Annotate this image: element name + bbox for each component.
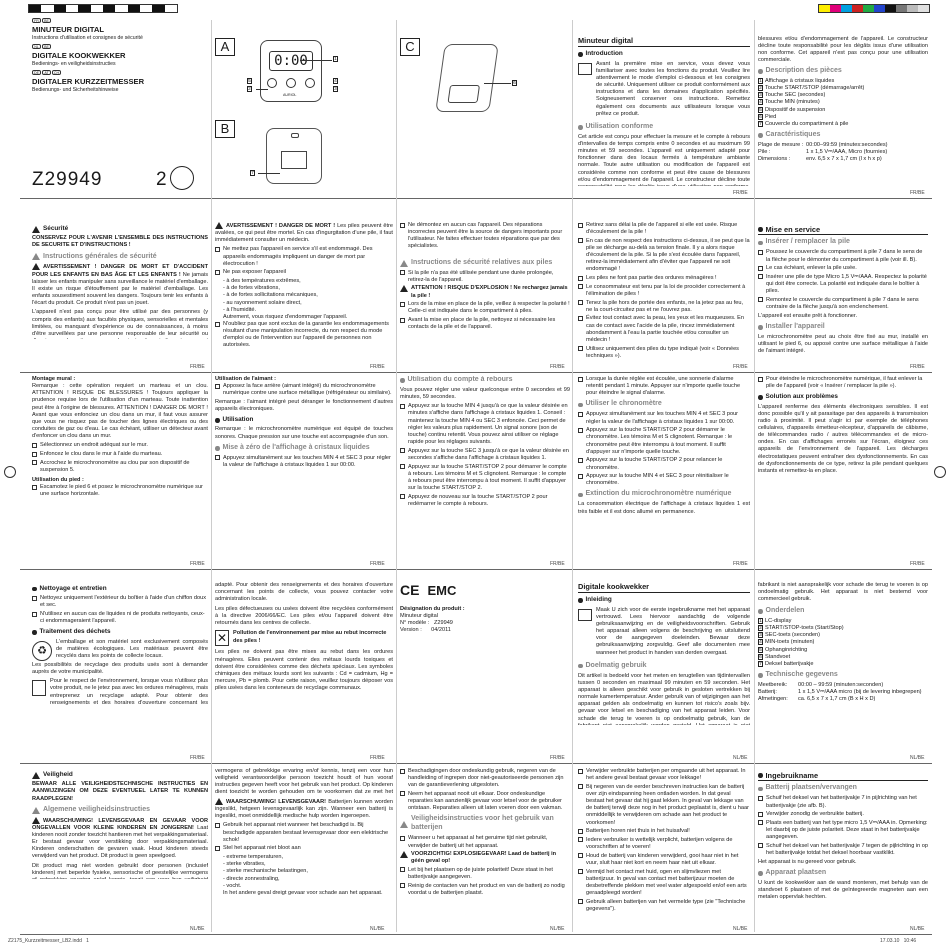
fr-install-text: Le microchronomètre peut au choix être fixé au mur, installé en utilisant le pied 6, ou apposé contre une surface métallique à l'aide de l'aimant intégré. — [758, 333, 928, 355]
row-footer: NL/BE — [910, 755, 925, 761]
row-divider — [20, 372, 932, 373]
crossed-bin-icon: ✕ — [216, 631, 228, 646]
fr-reset-heading: Mise à zéro de l'affichage à cristaux liquides — [215, 444, 393, 453]
list-item: Gebruik alleen batterijen van het vermelde type (zie "Technische gegevens"). — [578, 899, 750, 913]
min-button-icon — [305, 78, 315, 88]
list-item: Enfoncez le clou dans le mur à l'aide du marteau. — [32, 451, 208, 458]
cover-titles — [32, 18, 208, 138]
fr-use-text: Cet article est conçu pour effectuer la mesure et le compte à rebours d'intervalles de temps compris entre 0 secondes et au maximum 99 minutes et 59 secondes. L'appareil est uniquement adapté pour fonctionner dans des locaux fermés à température ambiante normale. Toute autre utilisation ou modification de l'appareil est considérée comme non conforme et peut être cause de blessures et/ou d'endommagement de l'appareil. Le constructeur décline toute — [578, 133, 750, 183]
fr-battery-column-2 — [578, 222, 750, 370]
column-divider — [211, 20, 212, 932]
list-item: Avant la mise en place de la pile, nettoyez si nécessaire les contacts de la pile et de l'appareil. — [400, 317, 570, 331]
fr-waste-text-1: L'emballage et son matériel sont exclusivement composés de matières écologiques. Les matériaux peuvent être recyclés dans les points de collecte locaux. — [56, 638, 208, 659]
nl-battery-column — [400, 768, 570, 932]
fr-safety-column-2 — [215, 222, 393, 370]
cover-subtitle-fr: Instructions d'utilisation et consignes de sécurité — [32, 34, 143, 41]
callout-1: 1 — [334, 57, 337, 62]
decl-line: Minuteur digital — [400, 613, 438, 620]
nl-parts-column — [758, 582, 928, 760]
row-footer: FR/BE — [190, 755, 205, 761]
cover-title-nl: DIGITALE KOOKWEKKER — [32, 51, 126, 61]
list-item: Appuyez sur la touche SEC 3 jusqu'à ce que la valeur désirée en secondes s'affiche dans l'affichage à cristaux liquides 1. — [400, 448, 570, 462]
callout-7: 7 — [251, 171, 254, 176]
nl-parts-heading: Onderdelen — [758, 607, 928, 616]
part-item: 6 Pied — [759, 113, 777, 120]
start-stop-button-icon — [267, 78, 277, 88]
fr-parts-heading: Description des pièces — [758, 67, 928, 76]
fr-magnet-heading: Utilisation de l'aimant : — [215, 376, 277, 382]
list-item: Reinig de contacten van het product en van de batterij zo nodig voordat u de batterijen plaatst. — [400, 883, 570, 897]
fr-wall-text: Remarque : cette opération requiert un marteau et un clou. ATTENTION ! RISQUE DE BLESSURES ! Toujours appliquer la prudence requise lors de l'utilisation d'un marteau. Toute inattention peut être à l'origine de blessures. ATTENTION ! DANGER DE MORT ! Avant que vous enfonciez un clou dans un mur, il faut vous assurer que vous ne risquez pas de toucher des lignes électriques ou des conduites de gaz ou d'eau. Le cas échéant, utiliser un détecteur avant d'enfoncer un clou dans un mur. — [32, 383, 208, 440]
nl-general-heading: Algemene veiligheidsinstructies — [32, 806, 208, 815]
list-item: VOORZICHTIG! EXPLOSIEGEVAAR! Laad de batterij in géén geval op! — [400, 851, 570, 865]
list-item: Iedere verbruiker is wettelijk verplicht, batterijen volgens de voorschriften af te voeren! — [578, 837, 750, 851]
fr-warning-2: AVERTISSEMENT ! DANGER DE MORT ! Les piles peuvent être avalées, ce qui peut être mortel. En cas d'ingurgitation d'une pile, il faut immédiatement consulter un médecin. — [215, 222, 393, 244]
part-item: 3 Touche SEC (secondes) — [759, 92, 826, 99]
fr-clean-heading: Nettoyage et entretien — [32, 585, 208, 593]
fr-intro-heading: Introduction — [578, 50, 750, 58]
page-number: 2 — [156, 169, 167, 190]
callout-5: 5 — [248, 79, 251, 84]
list-item: - sterke mechanische belastingen, — [223, 868, 308, 875]
list-item: Neem het apparaat nooit uit elkaar. Door ondeskundige reparaties kan aanzienlijk gevaar voor letsel voor de gebruiker ontstaan. Reparaties alleen uit laten voeren door een vakman. — [400, 791, 570, 812]
fr-waste-column-2 — [215, 582, 393, 760]
color-swatch — [918, 5, 929, 12]
color-swatch — [852, 5, 863, 12]
list-item: Apposez la face arrière (aimant intégré) du microchronomètre numérique contre une surface métallique (réfrigérateur ou similaire). — [215, 383, 393, 397]
fr-battery-heading: Instructions de sécurité relatives aux piles — [400, 259, 570, 268]
list-item: Remontez le couvercle du compartiment à pile 7 dans le sens contraire de la flèche jusqu'à son enclenchement. — [758, 297, 928, 311]
fr-insert-heading: Insérer / remplacer la pile — [758, 238, 928, 247]
color-swatch — [863, 5, 874, 12]
part-item: 3 SEC-toets (seconden) — [759, 632, 821, 639]
part-item: 2 START/STOP-toets (Start/Stop) — [759, 625, 844, 632]
list-item: Lors de la mise en place de la pile, veillez à respecter la polarité ! Celle-ci est indiquée dans le compartiment à piles. — [400, 301, 570, 315]
list-item: Bij negeren van de eerder beschreven instructies kan de batterij over zijn eindspanning heen ontladen worden. In dat geval bestaat het gevaar dat hij gaat lekken. In geval van lekkage van de batterij terwijl deze nog in het product geplaatst is, dient u haar onmiddellijk te verwijderen om schade aan het product te voorkomen! — [578, 784, 750, 827]
nl-safety-column-2 — [215, 768, 393, 932]
figure-c-label: C — [400, 38, 420, 56]
file-info: Z2175_Kurzzeitmesser_LB2.indd 1 — [8, 938, 89, 944]
color-swatch — [66, 5, 78, 12]
fr-pollution-warning: Pollution de l'environnement par mise au rebut incorrecte des piles ! — [233, 630, 387, 644]
list-item: - à de fortes vibrations, — [223, 285, 280, 292]
nl-safety-heading: Veiligheid — [32, 771, 208, 779]
color-swatch — [152, 5, 164, 12]
nl-warning-2: WAARSCHUWING! LEVENSGEVAAR! Batterijen kunnen worden ingeslikt, hetgeen levensgevaarlijk kan zijn. Wanneer een batterij is ingeslikt, moet onmiddellijk medische hulp worden ingeroepen. — [215, 798, 393, 820]
fr-wall-column — [32, 376, 208, 566]
fr-waste-text-5: Les piles ne doivent pas être mises au rebut dans les ordures ménagères. Elles peuvent contenir des métaux lourds toxiques et doivent être considérées comme des déchets spéciaux. Les symboles chimiques des métaux lourds sont les suivants : Cd = cadmium, Hg = mercure, Pb = plomb. Pour cette raison, veuillez toujours déposer vos piles usées dans les conteneurs de recyclage communaux. — [215, 649, 393, 692]
color-swatch — [103, 5, 115, 12]
list-item: Gebruik het apparaat niet wanneer het beschadigd is. Bij beschadigde apparaten bestaat levensgevaar door een elektrische schok! — [215, 822, 393, 843]
fr-intro-text: Avant la première mise en service, vous devez vous familiariser avec toutes les fonctions du produit. Veuillez lire attentivement le mode d'emploi ci-dessous et les consignes de sécurité. Uniquement utiliser ce produit conformément aux instructions et dans les domaines d'application spécifiés. Soigneusement conserver ces instructions. Remettez également ces documents aux utilisateurs lorsque vous prêtez ce produit. — [596, 60, 750, 117]
list-item: Appuyez sur la touche START/STOP 2 pour démarrer le chronomètre. Les témoins M et S clignotent. Remarque : le chronomètre peut être interrompu à tout moment. Il suffit d'appuyer sur n'importe quelle touche. — [578, 427, 750, 456]
row-divider — [20, 569, 932, 570]
color-swatch — [819, 5, 830, 12]
list-item: Escamotez le pied 6 et posez le microchronomètre numérique sur une surface horizontale. — [32, 484, 208, 498]
callout-2: 2 — [248, 87, 251, 92]
part-item: 5 Dispositif de suspension — [759, 106, 826, 113]
fr-safety-p2: L'appareil n'est pas conçu pour être utilisé par des personnes (y compris des enfants) aux facultés physiques, sensorielles et mentales limitées, ou manquant d'expérience ou de connaissances, à moins d'être surveillées par une personne responsable de leur sécurité ou — [32, 309, 208, 337]
color-swatch — [841, 5, 852, 12]
nl-battery-heading: Veiligheidsinstructies voor het gebruik van batterijen — [400, 815, 570, 833]
list-item: Poussez le couvercle du compartiment à pile 7 dans le sens de la flèche pour le démonter du compartiment à pile (voir ill. B). — [758, 249, 928, 263]
fr-waste-text-4: Les piles défectueuses ou usées doivent être recyclées conformément à la directive 2006/66/EC. Les piles et/ou l'appareil doivent être retournés dans les centres de collecte. — [215, 606, 393, 627]
nl-start-title: Ingebruikname — [758, 771, 928, 781]
fr-waste-text-2: Les possibilités de recyclage des produits usés sont à demander auprès de votre municipalité. — [32, 661, 208, 676]
callout-line — [300, 60, 332, 61]
row-footer: NL/BE — [910, 926, 925, 932]
book-icon — [578, 63, 592, 75]
ce-mark: CE — [400, 582, 420, 598]
fr-chrono-heading: Utiliser le chronomètre — [578, 400, 750, 409]
fr-manual-title: Minuteur digital — [578, 36, 750, 47]
row-footer: FR/BE — [910, 190, 925, 196]
row-footer: NL/BE — [370, 926, 385, 932]
color-swatch — [140, 5, 152, 12]
fr-trouble-column — [758, 376, 928, 566]
nl-use-text: Dit artikel is bedoeld voor het meten en terugtellen van tijdintervallen tussen 0 seconden en maximaal 99 minuten en 59 seconden. Het apparaat is alleen geschikt voor gebruik in gesloten vertrekken bij normale kamertemperatuur. Ander gebruik van of wijzigingen aan het apparaat gelden als ondoelmatig en kunnen tot risico's zoals bijv. gevaar voor letsel en beschadiging van het apparaat leiden. Voor schade die terug te voeren is op ondoelmatig gebruik, kan de — [578, 672, 750, 722]
list-item: In het andere geval dreigt gevaar voor schade aan het apparaat. — [223, 889, 383, 896]
list-item: - à de fortes sollicitations mécaniques, — [223, 292, 318, 299]
part-item: 7 Couvercle du compartiment à pile — [759, 120, 849, 127]
row-footer: NL/BE — [190, 926, 205, 932]
fr-usage-note: Remarque : le microchronomètre numérique est équipé de touches sonores. Chaque pression sur une touche est accompagnée d'un son. — [215, 426, 393, 440]
timer-front-illustration — [260, 40, 322, 102]
color-swatch — [41, 5, 53, 12]
row-footer: NL/BE — [733, 755, 748, 761]
list-item: Sélectionnez un endroit adéquat sur le mur. — [32, 442, 208, 449]
list-item: Lorsque la durée réglée est écoulée, une sonnerie d'alarme retentit pendant 1 minute. Appuyer sur n'importe quelle touche pour éteindre le signal d'alarme. — [578, 376, 750, 397]
figure-b-label: B — [215, 120, 235, 138]
nl-manual-title: Digitale kookwekker — [578, 582, 750, 593]
nl-intro-text: Maak U zich voor de eerste ingebruikname met het apparaat vertrouwd. Lees hiervoor aandachtig de volgende gebruiksaanwijzing en de veiligheidsvoorschriften. Gebruik het apparaat alleen volgens de beschrijving en uitsluitend voor de aangegeven doeleinden. Bewaar deze gebruiksaanwijzing zorgvuldig. Geef alle documenten mee wanneer het product in handen van derden overgaat. — [596, 606, 750, 656]
list-item: - directe zonnestraling, — [223, 875, 280, 882]
registration-mark-icon — [4, 466, 16, 478]
hanger-icon — [291, 133, 299, 138]
lang-flags: NL BE — [32, 44, 208, 51]
list-item: Stel het apparaat niet bloot aan — [215, 845, 393, 852]
timer-side-illustration — [435, 44, 499, 112]
cover-title-fr: MINUTEUR DIGITAL — [32, 25, 104, 35]
list-item: Houd de batterij van kinderen verwijderd, gooi haar niet in het vuur, sluit haar niet kort en neem haar niet uit elkaar. — [578, 853, 750, 867]
spec-row: Afmetingen: ca. 6,5 x 7 x 1,7 cm (B x H x D) — [758, 696, 876, 703]
list-item: Verwijder verbruikte batterijen per omgaande uit het apparaat. In het andere geval bestaat gevaar voor lekkage! — [578, 768, 750, 782]
fr-battery-column — [400, 222, 570, 370]
list-item: Let bij het plaatsen op de juiste polariteit! Deze staat in het batterijvakje aangegeven. — [400, 867, 570, 881]
callout-6: 6 — [513, 81, 516, 86]
list-item: En cas de non respect des instructions ci-dessus, il se peut que la pile se décharge au-delà sa tension finale. Il y a alors risque d'écoulement de la pile. Si la pile s'est écoulée dans l'appareil, retirez-la immédiatement afin d'éviter que l'appareil ne soit endommagé ! — [578, 238, 750, 274]
list-item: Schuif het deksel van het batterijvakje 7 in pijlrichting van het batterijvakje (zie afb. B). — [758, 795, 928, 809]
list-item: Ne pas exposer l'appareil — [215, 269, 393, 276]
list-item: Si la pile n'a pas été utilisée pendant une durée prolongée, retirez-la de l'appareil. — [400, 270, 570, 284]
print-stamp: 17.03.10 10:46 — [880, 938, 917, 944]
column-divider — [572, 20, 573, 932]
fr-safety-heading: Sécurité — [32, 225, 208, 233]
fr-intro-column — [578, 36, 750, 196]
spec-row: Pile : 1 x 1,5 V⎓/AAA, Micro (fournies) — [758, 149, 888, 156]
lang-flags: DE AT CH — [34, 71, 60, 76]
color-swatch — [830, 5, 841, 12]
nl-start-heading: Batterij plaatsen/vervangen — [758, 784, 928, 793]
nl-spec-heading: Technische gegevens — [758, 671, 928, 680]
print-color-bar — [28, 4, 178, 13]
list-item: Nettoyez uniquement l'extérieur du boîtier à l'aide d'un chiffon doux et sec. — [32, 595, 208, 609]
fr-ready-text: L'appareil est ensuite prêt à fonctionner. — [758, 312, 858, 319]
row-footer: FR/BE — [910, 561, 925, 567]
list-item: Appuyez sur la touche MIN 4 et SEC 3 pour réinitialiser le chronomètre. — [578, 473, 750, 487]
fr-count-column — [400, 376, 570, 566]
column-divider — [396, 20, 397, 932]
fr-decl-heading: Désignation du produit : — [400, 605, 465, 612]
color-swatch — [165, 5, 177, 12]
cover-title-de: DIGITALER KURZZEITMESSER — [32, 77, 145, 87]
list-item: Schuif het deksel van het batterijvakje 7 tegen de pijlrichting in op het batterijvakje totdat het deksel hoorbaar vastklikt. — [758, 843, 928, 857]
row-divider — [20, 763, 932, 764]
part-item: 1 Affichage à cristaux liquides — [759, 77, 835, 84]
fr-off-text: La consommation électrique de l'affichage à cristaux liquides 1 est très faible et il est donc allumé en permanence. — [578, 501, 750, 515]
part-item: 1 LC-display — [759, 617, 792, 624]
callout-3: 3 — [334, 87, 337, 92]
fr-setup-column — [758, 222, 928, 370]
color-swatch — [54, 5, 66, 12]
list-item: Appuyez sur la touche MIN 4 jusqu'à ce que la valeur désirée en minutes s'affiche dans l'affichage à cristaux liquides 1. Conseil : maintenez la touche MIN 4 ou SEC 3 enfoncée. Ceci permet de régler les valeurs plus rapidement. Un signal sonore (son de touche) continu retentit. Vous pouvez ainsi utiliser ce réglage rapide pour les réglages suivants. — [400, 403, 570, 446]
nl-ready-text: Het apparaat is nu gereed voor gebruik. — [758, 858, 857, 865]
list-item: Le consommateur est tenu par la loi de procéder correctement à l'élimination de piles ! — [578, 284, 750, 298]
part-item: 2 Touche START/STOP (démarrage/arrêt) — [759, 85, 865, 92]
row-divider — [20, 198, 932, 199]
fr-off-heading: Extinction du microchronomètre numérique — [578, 490, 750, 499]
nl-intro-heading: Inleiding — [578, 596, 750, 604]
spec-row: Plage de mesure : 00:00–99:59 (minutes:secondes) — [758, 142, 888, 148]
nl-safety-text: BEWAAR ALLE VEILIGHEIDSTECHNISCHE INSTRUCTIES EN AANWIJZINGEN OM DEZE EVENTUEEL LATER TE KUNNEN RAADPLEGEN! — [32, 781, 208, 802]
fr-usage-heading: Utilisation — [215, 416, 393, 424]
nl-safety-p2: Dit product mag niet worden gebruikt door personen (inclusief kinderen) met beperkte fysieke, sensorische of geestelijke vermogens — [32, 862, 208, 876]
row-footer: FR/BE — [550, 561, 565, 567]
part-item: 6 Standvoet — [759, 653, 791, 660]
sec-button-icon — [286, 78, 296, 88]
fr-foot-heading: Utilisation du pied : — [32, 477, 84, 484]
list-item: - au rayonnement solaire direct, — [223, 299, 302, 306]
row-footer: NL/BE — [550, 926, 565, 932]
book-icon — [578, 609, 592, 621]
figure-a-label: A — [215, 38, 235, 56]
row-footer: FR/BE — [370, 755, 385, 761]
callout-line — [256, 89, 268, 90]
callout-4: 4 — [334, 79, 337, 84]
row-footer: FR/BE — [190, 364, 205, 370]
battery-cover-icon — [281, 151, 307, 169]
list-item: Les piles ne font pas partie des ordures ménagères ! — [578, 275, 750, 282]
spec-row: Meetbereik: 00:00 – 99:59 (minuten:seconden) — [758, 682, 884, 688]
list-item: Autrement, vous risquez d'endommager l'appareil. — [223, 313, 348, 320]
row-footer: FR/BE — [910, 364, 925, 370]
list-item: Vermijd het contact met huid, ogen en slijmvliezen met batterijzuur. In geval van contact met batterijzuur moeten de desbetreffende plekken met veel water afgespoeld en/of een arts geraadpleegd worden! — [578, 869, 750, 898]
fr-trouble-text: L'appareil renferme des éléments électroniques sensibles. Il est donc possible qu'il y ait parasitage par des appareils à transmission radio à proximité. Il peut s'agir ici par exemple de téléphones cellulaires, d'appareils émetteur-récepteur, d'appareils de câbisme, de télécommandes radio / autres télécommandes et de micro-ondes. En cas d'affichages erronés sur l'écran, éloignez ces appareils de l'environnement de l'appareil. Les décharges électrostatiques peuvent entraîner des dysfonctionnements. En cas de dysfonctionnements de ce type, retirez la pile pendant quelques instants et remettez-la en place. — [758, 403, 928, 474]
color-swatch — [115, 5, 127, 12]
fr-safety-text: CONSERVEZ POUR L'AVENIR L'ENSEMBLE DES INSTRUCTIONS DE SECURITE ET D'INSTRUCTIONS ! — [32, 235, 208, 249]
emc-mark: EMC — [427, 582, 457, 598]
fr-count-text: Vous pouvez régler une valeur quelconque entre 0 secondes et 99 minutes, 59 secondes. — [400, 386, 570, 401]
fr-parts-list — [758, 78, 928, 128]
lcd-display: 0:00 — [269, 51, 313, 71]
lang-flags: FR BE — [32, 18, 208, 25]
list-item: Beschadigingen door ondeskundig gebruik, negeren van de handleiding of ingrepen door niet-geautoriseerde personen zijn van de garantieverlening uitgesloten. — [400, 768, 570, 789]
list-item: - vocht. — [223, 882, 242, 889]
decl-line: Version : 04/2011 — [400, 627, 451, 634]
list-item: Appuyez simultanément sur les touches MIN 4 et SEC 3 pour régler la valeur de l'affichage à cristaux liquides 1 sur 00:00. — [215, 455, 393, 469]
list-item: N'utilisez en aucun cas de liquides ni de produits nettoyants, ceux-ci endommageraient l'appareil. — [32, 611, 208, 625]
row-footer: FR/BE — [370, 561, 385, 567]
list-item: Appuyez de nouveau sur la touche START/STOP 2 pour redémarrer le compte à rebours. — [400, 494, 570, 508]
fr-clean-column — [32, 582, 208, 760]
fr-general-heading: Instructions générales de sécurité — [32, 253, 208, 262]
list-item: Le cas échéant, enlever la pile usée. — [758, 265, 928, 272]
list-item: Pour éteindre le microchronomètre numérique, il faut enlever la pile de l'appareil (voir « Insérer / remplacer la pile »). — [758, 376, 928, 390]
color-swatch — [885, 5, 896, 12]
brand-label: AURIOL — [283, 93, 297, 97]
row-footer: FR/BE — [733, 190, 748, 196]
stand-icon — [447, 85, 480, 103]
fr-waste-text-3: Pour le respect de l'environnement, lorsque vous n'utilisez plus votre produit, ne le jetez pas avec les ordures ménagères, mais entreprenez un recyclage adapté. Pour obtenir des renseignements et des horaires d'ouverture concernant les — [50, 678, 208, 706]
fr-decl-column — [400, 582, 570, 760]
fr-usage-column — [215, 376, 393, 566]
callout-line — [258, 173, 280, 174]
fr-warning-1: AVERTISSEMENT ! DANGER DE MORT ET D'ACCIDENT POUR LES ENFANTS EN BAS ÂGE ET LES ENFANTS ! Ne jamais laisser les enfants manipuler sans surveillance le matériel d'emballage. Il existe un risque d'étouffement par le matériel d'emballage. Les enfants sousestiment souvent les dangers. Toujours tenir les enfants à l'écart du produit. Ce produit n'est pas un jouet. — [32, 264, 208, 307]
list-item: Insérer une pile de type Micro 1,5 V⎓/AAA. Respectez la polarité qui doit être correcte. La polarité est indiquée dans le boîtier à piles. — [758, 274, 928, 295]
list-item: Accrochez le microchronomètre au clou par son dispositif de suspension 5. — [32, 460, 208, 474]
fr-setup-title: Mise en service — [758, 225, 928, 235]
row-footer: FR/BE — [370, 364, 385, 370]
nl-intro-column — [578, 582, 750, 760]
fr-safety-column — [32, 222, 208, 370]
cover-subtitle-nl: Bedienings- en veiligheidsinstructies — [32, 60, 116, 67]
list-item: Utilisez uniquement des piles du type indiqué (voir « Données techniques »). — [578, 346, 750, 360]
row-footer: FR/BE — [190, 561, 205, 567]
spec-row: Batterij: 1 x 1,5 V⎓/AAA micro (bij de levering inbegrepen) — [758, 689, 922, 696]
color-swatch — [29, 5, 41, 12]
color-swatch — [128, 5, 140, 12]
nl-safety-column — [32, 768, 208, 932]
list-item: ATTENTION ! RISQUE D'EXPLOSION ! Ne rechargez jamais la pile ! — [400, 285, 570, 299]
column-divider — [754, 20, 755, 932]
row-footer: NL/BE — [733, 926, 748, 932]
nl-use-heading: Doelmatig gebruik — [578, 662, 750, 671]
row-divider — [20, 934, 932, 935]
nl-safety-p2-cont: vermogens of gebrekkige ervaring en/of kennis, tenzij een voor hun veiligheid verantwoordelijke persoon toezicht houdt of hun vooraf instructies gegeven heeft voor het gebruik van het product. Op kinderen dient toezicht te worden gehouden om te voorkomen dat ze met het — [215, 768, 393, 796]
fr-wall-heading: Montage mural : — [32, 376, 76, 382]
color-swatch — [896, 5, 907, 12]
page-circle-icon — [170, 166, 194, 190]
list-item: Évitez tout contact avec la peau, les yeux et les muqueuses. En cas de contact avec l'acide de la pile, rincez immédiatement abondamment à l'eau la partie touchée et/ou consulter un médecin ! — [578, 315, 750, 344]
list-item: Ne démontez en aucun cas l'appareil. Des réparations incorrectes peuvent être la source de dangers importants pour l'utilisateur. Ne faites effectuer toutes réparations que par des spécialistes. — [400, 222, 570, 251]
cover-subtitle-de: Bedienungs- und Sicherheitshinweise — [32, 86, 119, 93]
part-item: 5 Ophanginrichting — [759, 646, 808, 653]
fr-spec-heading: Caractéristiques — [758, 131, 928, 140]
fr-use-text-cont: blessures et/ou d'endommagement de l'appareil. Le constructeur décline toute responsabilité pour les dégâts issus d'une utilisation non conforme. Cet appareil n'est pas conçu pour une utilisation commerciale. — [758, 36, 928, 64]
registration-mark-icon — [934, 466, 946, 478]
fr-magnet-note: Remarque : l'aimant intégré peut déranger le fonctionnement d'autres appareils électroniques. — [215, 398, 393, 413]
list-item: Batterijen horen niet thuis in het huisafval! — [578, 828, 750, 835]
nl-place-heading: Apparaat plaatsen — [758, 869, 928, 878]
list-item: Wanneer u het apparaat al het geruime tijd niet gebruikt, verwijder de batterij uit het apparaat. — [400, 835, 570, 849]
color-swatch — [907, 5, 918, 12]
row-footer: FR/BE — [733, 561, 748, 567]
model-number: Z29949 — [32, 169, 103, 190]
part-item: 4 Touche MIN (minutes) — [759, 99, 820, 106]
fr-install-heading: Installer l'appareil — [758, 323, 928, 332]
nl-battery-column-2 — [578, 768, 750, 932]
list-item: - extreme temperaturen, — [223, 854, 284, 861]
list-item: Retirez sans délai la pile de l'appareil si elle est usée. Risque d'écoulement de la pile ! — [578, 222, 750, 236]
list-item: Ne mettez pas l'appareil en service s'il est endommagé. Des appareils endommagés impliquent un danger de mort par électrocution ! — [215, 246, 393, 267]
nl-place-text: U kunt de kookwekker aan de wand monteren, met behulp van de standvoet 6 plaatsen of met de geïntegreerde magneten aan een metalen oppervlak hechten. — [758, 879, 928, 901]
timer-back-illustration — [266, 128, 322, 184]
nl-warning-1: WAARSCHUWING! LEVENSGEVAAR EN GEVAAR VOOR ONGEVALLEN VOOR KLEINE KINDEREN EN JONGEREN! Laat kinderen nooit zonder toezicht hantieren met het verpakkingsmateriaal. Er bestaat gevaar voor verstikking door verpakkingsmateriaal. Kinderen onderschatten de gevaren vaak. Houd kinderen steeds verwijderd van het product. Dit product is geen speelgoed. — [32, 817, 208, 860]
list-item: Plaats een batterij van het type micro 1,5 V⎓/AAA in. Opmerking: let daarbij op de juiste polariteit. Deze staat in het batterijvakje aangegeven. — [758, 820, 928, 841]
list-item: N'oubliez pas que sont exclus de la garantie les endommagements résultant d'une manipulation incorrecte, du non respect du mode d'emploi ou de l'intervention sur l'appareil de personnes non autorisées. — [215, 321, 393, 350]
fr-trouble-heading: Solution aux problèmes — [758, 393, 928, 401]
fr-use-heading: Utilisation conforme — [578, 123, 750, 132]
spec-row: Dimensions : env. 6,5 x 7 x 1,7 cm (l x h x p) — [758, 156, 882, 163]
nl-use-cont: fabrikant is niet aansprakelijk voor schade die terug te voeren is op ondoelmatig gebruik. Het apparaat is niet bestemd voor commercieel gebruik. — [758, 582, 928, 603]
list-item: Verwijder zonodig de verbruikte batterij. — [758, 811, 928, 818]
row-footer: FR/BE — [550, 755, 565, 761]
list-item: Tenez la pile hors de portée des enfants, ne la jetez pas au feu, ne la court-circuitez pas et ne l'ouvrez pas. — [578, 300, 750, 314]
fr-parts-column — [758, 36, 928, 196]
color-swatch — [91, 5, 103, 12]
list-item: - à l'humidité. — [223, 306, 257, 313]
bin-icon — [32, 680, 46, 696]
list-item: - à des températures extrêmes, — [223, 278, 301, 285]
nl-start-column — [758, 768, 928, 932]
row-footer: FR/BE — [733, 364, 748, 370]
callout-line — [484, 83, 511, 84]
recycle-icon: ♻ — [32, 641, 52, 661]
decl-line: N° modèle : Z29949 — [400, 620, 453, 627]
fr-count-heading: Utilisation du compte à rebours — [400, 376, 570, 385]
fr-waste-cont: adapté. Pour obtenir des renseignements et des horaires d'ouverture concernant les points de collecte, vous pouvez contacter votre administration locale. — [215, 582, 393, 603]
list-item: Appuyez sur la touche START/STOP 2 pour relancer le chronomètre. — [578, 457, 750, 471]
list-item: Appuyez sur la touche START/STOP 2 pour démarrer le compte à rebours. Les témoins M et S clignotent. Remarque : le compte à rebours peut être interrompu à tout moment. Il suffit d'appuyer sur la touche START/STOP 2. — [400, 464, 570, 493]
row-footer: FR/BE — [550, 364, 565, 370]
fr-waste-heading: Traitement des déchets — [32, 628, 208, 636]
list-item: - sterke vibraties, — [223, 861, 266, 868]
print-color-bar-right — [818, 4, 930, 13]
part-item: 7 Deksel batterijvakje — [759, 660, 814, 667]
color-swatch — [78, 5, 90, 12]
color-swatch — [874, 5, 885, 12]
fr-chrono-column — [578, 376, 750, 566]
part-item: 4 MIN-toets (minuten) — [759, 639, 815, 646]
list-item: Appuyez simultanément sur les touches MIN 4 et SEC 3 pour régler la valeur de l'affichage à cristaux liquides 1 sur 00:00. — [578, 411, 750, 425]
